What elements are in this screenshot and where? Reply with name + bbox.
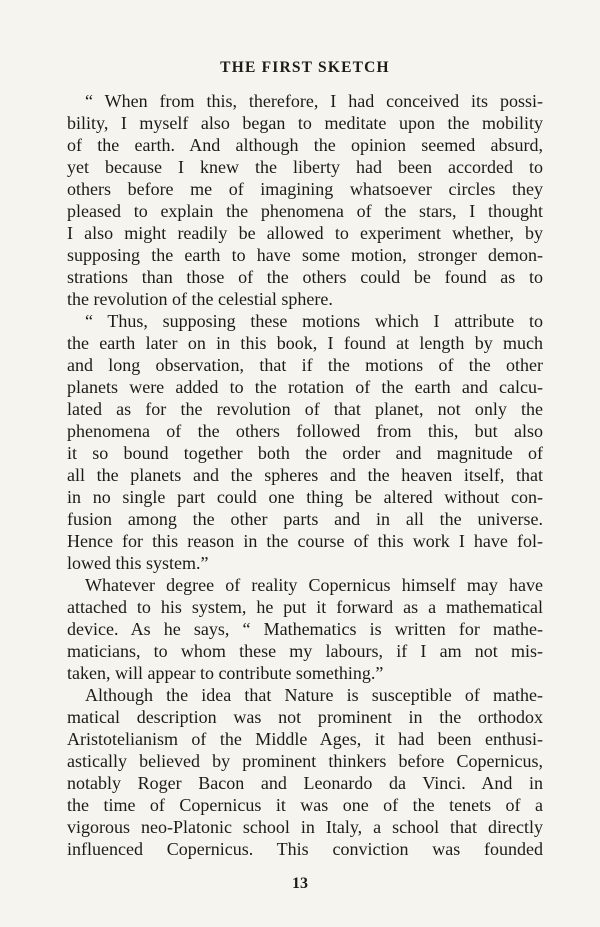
text-line: yet because I knew the liberty had been accorded to [67, 157, 543, 177]
running-head: THE FIRST SKETCH [220, 59, 390, 76]
text-line: in no single part could one thing be altered without con- [67, 487, 543, 507]
text-line: bility, I myself also began to meditate upon the mobility [67, 113, 543, 133]
paragraph [67, 90, 543, 310]
paragraph [67, 310, 543, 574]
text-line: Aristotelianism of the Middle Ages, it had been enthusi- [67, 729, 543, 749]
text-line: planets were added to the rotation of the earth and calcu- [67, 377, 543, 397]
text-line: I also might readily be allowed to experiment whether, by [67, 223, 543, 243]
text-line: device. As he says, “ Mathematics is written for mathe- [67, 619, 543, 639]
text-line: “ When from this, therefore, I had conceived its possi- [85, 91, 543, 111]
text-line: fusion among the other parts and in all the universe. [67, 509, 543, 529]
text-line: it so bound together both the order and magnitude of [67, 443, 543, 463]
page-number: 13 [292, 875, 308, 892]
text-line: the earth later on in this book, I found at length by much [67, 333, 543, 353]
body-text [67, 90, 543, 860]
text-line: phenomena of the others followed from this, but also [67, 421, 543, 441]
text-line: attached to his system, he put it forward as a mathematical [67, 597, 543, 617]
paragraph [67, 684, 543, 860]
paragraph [67, 574, 543, 684]
text-line: influenced Copernicus. This conviction was founded [67, 839, 543, 859]
text-line: the revolution of the celestial sphere. [67, 289, 333, 309]
text-line: “ Thus, supposing these motions which I attribute to [85, 311, 543, 331]
text-line: maticians, to whom these my labours, if I am not mis- [67, 641, 543, 661]
text-line: lowed this system.” [67, 553, 209, 573]
text-line: others before me of imagining whatsoever circles they [67, 179, 543, 199]
text-line: Whatever degree of reality Copernicus himself may have [85, 575, 543, 595]
text-line: matical description was not prominent in the orthodox [67, 707, 543, 727]
text-line: of the earth. And although the opinion seemed absurd, [67, 135, 543, 155]
text-line: supposing the earth to have some motion, stronger demon- [67, 245, 543, 265]
text-line: lated as for the revolution of that planet, not only the [67, 399, 543, 419]
text-line: pleased to explain the phenomena of the stars, I thought [67, 201, 543, 221]
text-line: strations than those of the others could be found as to [67, 267, 543, 287]
text-line: astically believed by prominent thinkers before Copernicus, [67, 751, 543, 771]
text-line: and long observation, that if the motions of the other [67, 355, 543, 375]
text-line: Hence for this reason in the course of this work I have fol- [67, 531, 543, 551]
text-line: all the planets and the spheres and the heaven itself, that [67, 465, 543, 485]
text-line: notably Roger Bacon and Leonardo da Vinci. And in [67, 773, 543, 793]
text-line: Although the idea that Nature is susceptible of mathe- [85, 685, 543, 705]
text-line: taken, will appear to contribute something.” [67, 663, 384, 683]
text-line: the time of Copernicus it was one of the tenets of a [67, 795, 543, 815]
text-line: vigorous neo-Platonic school in Italy, a school that directly [67, 817, 543, 837]
